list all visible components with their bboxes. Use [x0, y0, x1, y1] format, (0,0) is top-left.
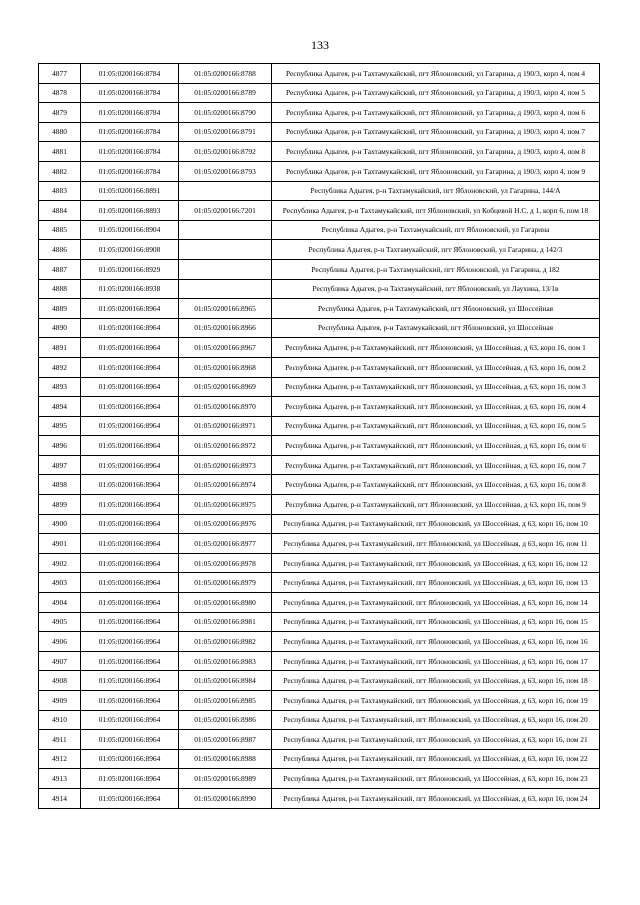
- row-number-cell: 4908: [39, 671, 81, 691]
- parent-cadastral-number-cell: 01:05:0200166:8964: [81, 788, 179, 808]
- table-row: [39, 103, 600, 123]
- parent-cadastral-number-cell: 01:05:0200166:8964: [81, 730, 179, 750]
- row-number-cell: 4881: [39, 142, 81, 162]
- table-row: [39, 338, 600, 358]
- cadastral-number-cell: 01:05:0200166:8790: [179, 103, 272, 123]
- cadastral-number-cell: 01:05:0200166:8978: [179, 553, 272, 573]
- table-row: [39, 416, 600, 436]
- parent-cadastral-number-cell: 01:05:0200166:8784: [81, 161, 179, 181]
- row-number-cell: 4899: [39, 495, 81, 515]
- row-number-cell: 4882: [39, 161, 81, 181]
- table-row: [39, 318, 600, 338]
- parent-cadastral-number-cell: 01:05:0200166:8964: [81, 495, 179, 515]
- row-number-cell: 4879: [39, 103, 81, 123]
- address-cell: Республика Адыгея, р-н Тахтамукайский, пгт Яблоновский, ул Шоссейная, д 63, корп 16, пом 17: [272, 651, 600, 671]
- row-number-cell: 4910: [39, 710, 81, 730]
- table-row: [39, 691, 600, 711]
- table-row: [39, 201, 600, 221]
- row-number-cell: 4902: [39, 553, 81, 573]
- cadastral-number-cell: 01:05:0200166:8791: [179, 122, 272, 142]
- cadastral-number-cell: 01:05:0200166:8969: [179, 377, 272, 397]
- table-row: [39, 122, 600, 142]
- parent-cadastral-number-cell: 01:05:0200166:8784: [81, 103, 179, 123]
- parent-cadastral-number-cell: 01:05:0200166:8784: [81, 83, 179, 103]
- address-cell: Республика Адыгея, р-н Тахтамукайский, пгт Яблоновский, ул Шоссейная, д 63, корп 16, пом 11: [272, 534, 600, 554]
- parent-cadastral-number-cell: 01:05:0200166:8964: [81, 651, 179, 671]
- address-cell: Республика Адыгея, р-н Тахтамукайский, пгт Яблоновский, ул Шоссейная, д 63, корп 16, пом 21: [272, 730, 600, 750]
- table-row: [39, 220, 600, 240]
- parent-cadastral-number-cell: 01:05:0200166:8784: [81, 122, 179, 142]
- address-cell: Республика Адыгея, р-н Тахтамукайский, пгт Яблоновский, ул Гагарина, д 142/3: [272, 240, 600, 260]
- parent-cadastral-number-cell: 01:05:0200166:8938: [81, 279, 179, 299]
- row-number-cell: 4878: [39, 83, 81, 103]
- address-cell: Республика Адыгея, р-н Тахтамукайский, пгт Яблоновский, ул Шоссейная, д 63, корп 16, пом 16: [272, 632, 600, 652]
- parent-cadastral-number-cell: 01:05:0200166:8964: [81, 534, 179, 554]
- table-row: [39, 553, 600, 573]
- parent-cadastral-number-cell: 01:05:0200166:8891: [81, 181, 179, 201]
- table-body: [39, 64, 600, 809]
- cadastral-number-cell: 01:05:0200166:8968: [179, 357, 272, 377]
- table-row: [39, 397, 600, 417]
- row-number-cell: 4911: [39, 730, 81, 750]
- row-number-cell: 4892: [39, 357, 81, 377]
- address-cell: Республика Адыгея, р-н Тахтамукайский, пгт Яблоновский, ул Шоссейная, д 63, корп 16, пом 18: [272, 671, 600, 691]
- cadastral-number-cell: 01:05:0200166:8973: [179, 455, 272, 475]
- table-row: [39, 632, 600, 652]
- cadastral-number-cell: 01:05:0200166:8974: [179, 475, 272, 495]
- table-row: [39, 710, 600, 730]
- row-number-cell: 4909: [39, 691, 81, 711]
- cadastral-number-cell: 01:05:0200166:8971: [179, 416, 272, 436]
- address-cell: Республика Адыгея, р-н Тахтамукайский, пгт Яблоновский, ул Гагарина, д 190/3, корп 4, пом 8: [272, 142, 600, 162]
- parent-cadastral-number-cell: 01:05:0200166:8964: [81, 632, 179, 652]
- cadastral-number-cell: 01:05:0200166:8987: [179, 730, 272, 750]
- table-row: [39, 788, 600, 808]
- cadastral-number-cell: 01:05:0200166:8982: [179, 632, 272, 652]
- cadastral-number-cell: 01:05:0200166:8788: [179, 64, 272, 84]
- row-number-cell: 4904: [39, 593, 81, 613]
- cadastral-number-cell: 01:05:0200166:8789: [179, 83, 272, 103]
- address-cell: Республика Адыгея, р-н Тахтамукайский, пгт Яблоновский, ул Шоссейная, д 63, корп 16, пом 9: [272, 495, 600, 515]
- cadastral-number-cell: 01:05:0200166:8986: [179, 710, 272, 730]
- parent-cadastral-number-cell: 01:05:0200166:8964: [81, 436, 179, 456]
- cadastral-number-cell: 01:05:0200166:8792: [179, 142, 272, 162]
- address-cell: Республика Адыгея, р-н Тахтамукайский, пгт Яблоновский, ул Шоссейная, д 63, корп 16, пом 15: [272, 612, 600, 632]
- table-row: [39, 671, 600, 691]
- table-row: [39, 64, 600, 84]
- address-cell: Республика Адыгея, р-н Тахтамукайский, пгт Яблоновский, ул Шоссейная, д 63, корп 16, пом 24: [272, 788, 600, 808]
- cadastral-number-cell: 01:05:0200166:8970: [179, 397, 272, 417]
- table-row: [39, 612, 600, 632]
- address-cell: Республика Адыгея, р-н Тахтамукайский, пгт Яблоновский, ул Гагарина, д 190/3, корп 4, пом 6: [272, 103, 600, 123]
- address-cell: Республика Адыгея, р-н Тахтамукайский, пгт Яблоновский, ул Лаухина, 13/1в: [272, 279, 600, 299]
- table-row: [39, 749, 600, 769]
- cadastral-number-cell: 01:05:0200166:8965: [179, 299, 272, 319]
- table-row: [39, 475, 600, 495]
- parent-cadastral-number-cell: 01:05:0200166:8964: [81, 514, 179, 534]
- row-number-cell: 4885: [39, 220, 81, 240]
- row-number-cell: 4901: [39, 534, 81, 554]
- table-row: [39, 436, 600, 456]
- address-cell: Республика Адыгея, р-н Тахтамукайский, пгт Яблоновский, ул Шоссейная, д 63, корп 16, пом 12: [272, 553, 600, 573]
- row-number-cell: 4880: [39, 122, 81, 142]
- row-number-cell: 4913: [39, 769, 81, 789]
- address-cell: Республика Адыгея, р-н Тахтамукайский, пгт Яблоновский, ул Гагарина, д 190/3, корп 4, пом 4: [272, 64, 600, 84]
- cadastral-number-cell: 01:05:0200166:8989: [179, 769, 272, 789]
- address-cell: Республика Адыгея, р-н Тахтамукайский, пгт Яблоновский, ул Шоссейная, д 63, корп 16, пом 22: [272, 749, 600, 769]
- parent-cadastral-number-cell: 01:05:0200166:8784: [81, 64, 179, 84]
- row-number-cell: 4894: [39, 397, 81, 417]
- row-number-cell: 4886: [39, 240, 81, 260]
- cadastral-number-cell: 01:05:0200166:8990: [179, 788, 272, 808]
- parent-cadastral-number-cell: 01:05:0200166:8964: [81, 671, 179, 691]
- table-row: [39, 142, 600, 162]
- row-number-cell: 4895: [39, 416, 81, 436]
- parent-cadastral-number-cell: 01:05:0200166:8784: [81, 142, 179, 162]
- parent-cadastral-number-cell: 01:05:0200166:8964: [81, 573, 179, 593]
- cadastral-number-cell: 01:05:0200166:8980: [179, 593, 272, 613]
- parent-cadastral-number-cell: 01:05:0200166:8964: [81, 691, 179, 711]
- row-number-cell: 4900: [39, 514, 81, 534]
- row-number-cell: 4891: [39, 338, 81, 358]
- address-cell: Республика Адыгея, р-н Тахтамукайский, пгт Яблоновский, ул Шоссейная, д 63, корп 16, пом 2: [272, 357, 600, 377]
- table-row: [39, 357, 600, 377]
- cadastral-number-cell: 01:05:0200166:8985: [179, 691, 272, 711]
- address-cell: Республика Адыгея, р-н Тахтамукайский, пгт Яблоновский, ул Шоссейная, д 63, корп 16, пом 1: [272, 338, 600, 358]
- registry-table: [38, 63, 600, 809]
- table-row: [39, 181, 600, 201]
- table-row: [39, 259, 600, 279]
- table-row: [39, 769, 600, 789]
- row-number-cell: 4883: [39, 181, 81, 201]
- row-number-cell: 4907: [39, 651, 81, 671]
- table-row: [39, 514, 600, 534]
- row-number-cell: 4893: [39, 377, 81, 397]
- parent-cadastral-number-cell: 01:05:0200166:8964: [81, 710, 179, 730]
- cadastral-number-cell: [179, 279, 272, 299]
- cadastral-number-cell: 01:05:0200166:8984: [179, 671, 272, 691]
- row-number-cell: 4906: [39, 632, 81, 652]
- parent-cadastral-number-cell: 01:05:0200166:8964: [81, 593, 179, 613]
- parent-cadastral-number-cell: 01:05:0200166:8964: [81, 769, 179, 789]
- parent-cadastral-number-cell: 01:05:0200166:8964: [81, 338, 179, 358]
- parent-cadastral-number-cell: 01:05:0200166:8964: [81, 318, 179, 338]
- table-row: [39, 534, 600, 554]
- row-number-cell: 4888: [39, 279, 81, 299]
- address-cell: Республика Адыгея, р-н Тахтамукайский, пгт Яблоновский, ул Шоссейная, д 63, корп 16, пом 5: [272, 416, 600, 436]
- cadastral-number-cell: 01:05:0200166:8979: [179, 573, 272, 593]
- table-row: [39, 279, 600, 299]
- address-cell: Республика Адыгея, р-н Тахтамукайский, пгт Яблоновский, ул Шоссейная, д 63, корп 16, пом 13: [272, 573, 600, 593]
- address-cell: Республика Адыгея, р-н Тахтамукайский, пгт Яблоновский, ул Шоссейная, д 63, корп 16, пом 6: [272, 436, 600, 456]
- address-cell: Республика Адыгея, р-н Тахтамукайский, пгт Яблоновский, ул Шоссейная, д 63, корп 16, пом 19: [272, 691, 600, 711]
- row-number-cell: 4890: [39, 318, 81, 338]
- row-number-cell: 4896: [39, 436, 81, 456]
- parent-cadastral-number-cell: 01:05:0200166:8929: [81, 259, 179, 279]
- table-row: [39, 651, 600, 671]
- cadastral-number-cell: 01:05:0200166:7201: [179, 201, 272, 221]
- address-cell: Республика Адыгея, р-н Тахтамукайский, пгт Яблоновский, ул Гагарина, д 190/3, корп 4, пом 9: [272, 161, 600, 181]
- cadastral-number-cell: 01:05:0200166:8967: [179, 338, 272, 358]
- cadastral-number-cell: 01:05:0200166:8966: [179, 318, 272, 338]
- cadastral-number-cell: 01:05:0200166:8976: [179, 514, 272, 534]
- address-cell: Республика Адыгея, р-н Тахтамукайский, пгт Яблоновский, ул Шоссейная, д 63, корп 16, пом 3: [272, 377, 600, 397]
- table-row: [39, 83, 600, 103]
- address-cell: Республика Адыгея, р-н Тахтамукайский, пгт Яблоновский, ул Кобцевой Н.С, д 1, корп 6, пом 18: [272, 201, 600, 221]
- address-cell: Республика Адыгея, р-н Тахтамукайский, пгт Яблоновский, ул Гагарина, д 190/3, корп 4, пом 7: [272, 122, 600, 142]
- parent-cadastral-number-cell: 01:05:0200166:8964: [81, 749, 179, 769]
- parent-cadastral-number-cell: 01:05:0200166:8964: [81, 377, 179, 397]
- table-row: [39, 377, 600, 397]
- row-number-cell: 4887: [39, 259, 81, 279]
- parent-cadastral-number-cell: 01:05:0200166:8964: [81, 475, 179, 495]
- parent-cadastral-number-cell: 01:05:0200166:8964: [81, 416, 179, 436]
- page-number: 133: [311, 38, 329, 52]
- parent-cadastral-number-cell: 01:05:0200166:8964: [81, 553, 179, 573]
- row-number-cell: 4889: [39, 299, 81, 319]
- table-row: [39, 299, 600, 319]
- address-cell: Республика Адыгея, р-н Тахтамукайский, пгт Яблоновский, ул Гагарина, д 182: [272, 259, 600, 279]
- address-cell: Республика Адыгея, р-н Тахтамукайский, пгт Яблоновский, ул Шоссейная, д 63, корп 16, пом 23: [272, 769, 600, 789]
- table-row: [39, 730, 600, 750]
- row-number-cell: 4905: [39, 612, 81, 632]
- cadastral-number-cell: [179, 181, 272, 201]
- cadastral-number-cell: [179, 259, 272, 279]
- table-row: [39, 240, 600, 260]
- row-number-cell: 4877: [39, 64, 81, 84]
- cadastral-number-cell: [179, 240, 272, 260]
- address-cell: Республика Адыгея, р-н Тахтамукайский, пгт Яблоновский, ул Гагарина, д 190/3, корп 4, пом 5: [272, 83, 600, 103]
- cadastral-number-cell: 01:05:0200166:8793: [179, 161, 272, 181]
- parent-cadastral-number-cell: 01:05:0200166:8908: [81, 240, 179, 260]
- row-number-cell: 4897: [39, 455, 81, 475]
- parent-cadastral-number-cell: 01:05:0200166:8904: [81, 220, 179, 240]
- address-cell: Республика Адыгея, р-н Тахтамукайский, пгт Яблоновский, ул Гагарина: [272, 220, 600, 240]
- address-cell: Республика Адыгея, р-н Тахтамукайский, пгт Яблоновский, ул Шоссейная: [272, 318, 600, 338]
- row-number-cell: 4884: [39, 201, 81, 221]
- address-cell: Республика Адыгея, р-н Тахтамукайский, пгт Яблоновский, ул Гагарина, 144/А: [272, 181, 600, 201]
- table-row: [39, 593, 600, 613]
- parent-cadastral-number-cell: 01:05:0200166:8893: [81, 201, 179, 221]
- table-row: [39, 161, 600, 181]
- cadastral-number-cell: 01:05:0200166:8988: [179, 749, 272, 769]
- parent-cadastral-number-cell: 01:05:0200166:8964: [81, 397, 179, 417]
- address-cell: Республика Адыгея, р-н Тахтамукайский, пгт Яблоновский, ул Шоссейная, д 63, корп 16, пом 4: [272, 397, 600, 417]
- parent-cadastral-number-cell: 01:05:0200166:8964: [81, 299, 179, 319]
- cadastral-number-cell: [179, 220, 272, 240]
- parent-cadastral-number-cell: 01:05:0200166:8964: [81, 612, 179, 632]
- address-cell: Республика Адыгея, р-н Тахтамукайский, пгт Яблоновский, ул Шоссейная, д 63, корп 16, пом 10: [272, 514, 600, 534]
- address-cell: Республика Адыгея, р-н Тахтамукайский, пгт Яблоновский, ул Шоссейная, д 63, корп 16, пом 7: [272, 455, 600, 475]
- row-number-cell: 4914: [39, 788, 81, 808]
- cadastral-number-cell: 01:05:0200166:8975: [179, 495, 272, 515]
- table-row: [39, 455, 600, 475]
- parent-cadastral-number-cell: 01:05:0200166:8964: [81, 455, 179, 475]
- table-row: [39, 573, 600, 593]
- table-row: [39, 495, 600, 515]
- row-number-cell: 4903: [39, 573, 81, 593]
- cadastral-number-cell: 01:05:0200166:8981: [179, 612, 272, 632]
- parent-cadastral-number-cell: 01:05:0200166:8964: [81, 357, 179, 377]
- address-cell: Республика Адыгея, р-н Тахтамукайский, пгт Яблоновский, ул Шоссейная: [272, 299, 600, 319]
- cadastral-number-cell: 01:05:0200166:8972: [179, 436, 272, 456]
- cadastral-number-cell: 01:05:0200166:8977: [179, 534, 272, 554]
- address-cell: Республика Адыгея, р-н Тахтамукайский, пгт Яблоновский, ул Шоссейная, д 63, корп 16, пом 20: [272, 710, 600, 730]
- row-number-cell: 4898: [39, 475, 81, 495]
- cadastral-number-cell: 01:05:0200166:8983: [179, 651, 272, 671]
- address-cell: Республика Адыгея, р-н Тахтамукайский, пгт Яблоновский, ул Шоссейная, д 63, корп 16, пом 14: [272, 593, 600, 613]
- address-cell: Республика Адыгея, р-н Тахтамукайский, пгт Яблоновский, ул Шоссейная, д 63, корп 16, пом 8: [272, 475, 600, 495]
- row-number-cell: 4912: [39, 749, 81, 769]
